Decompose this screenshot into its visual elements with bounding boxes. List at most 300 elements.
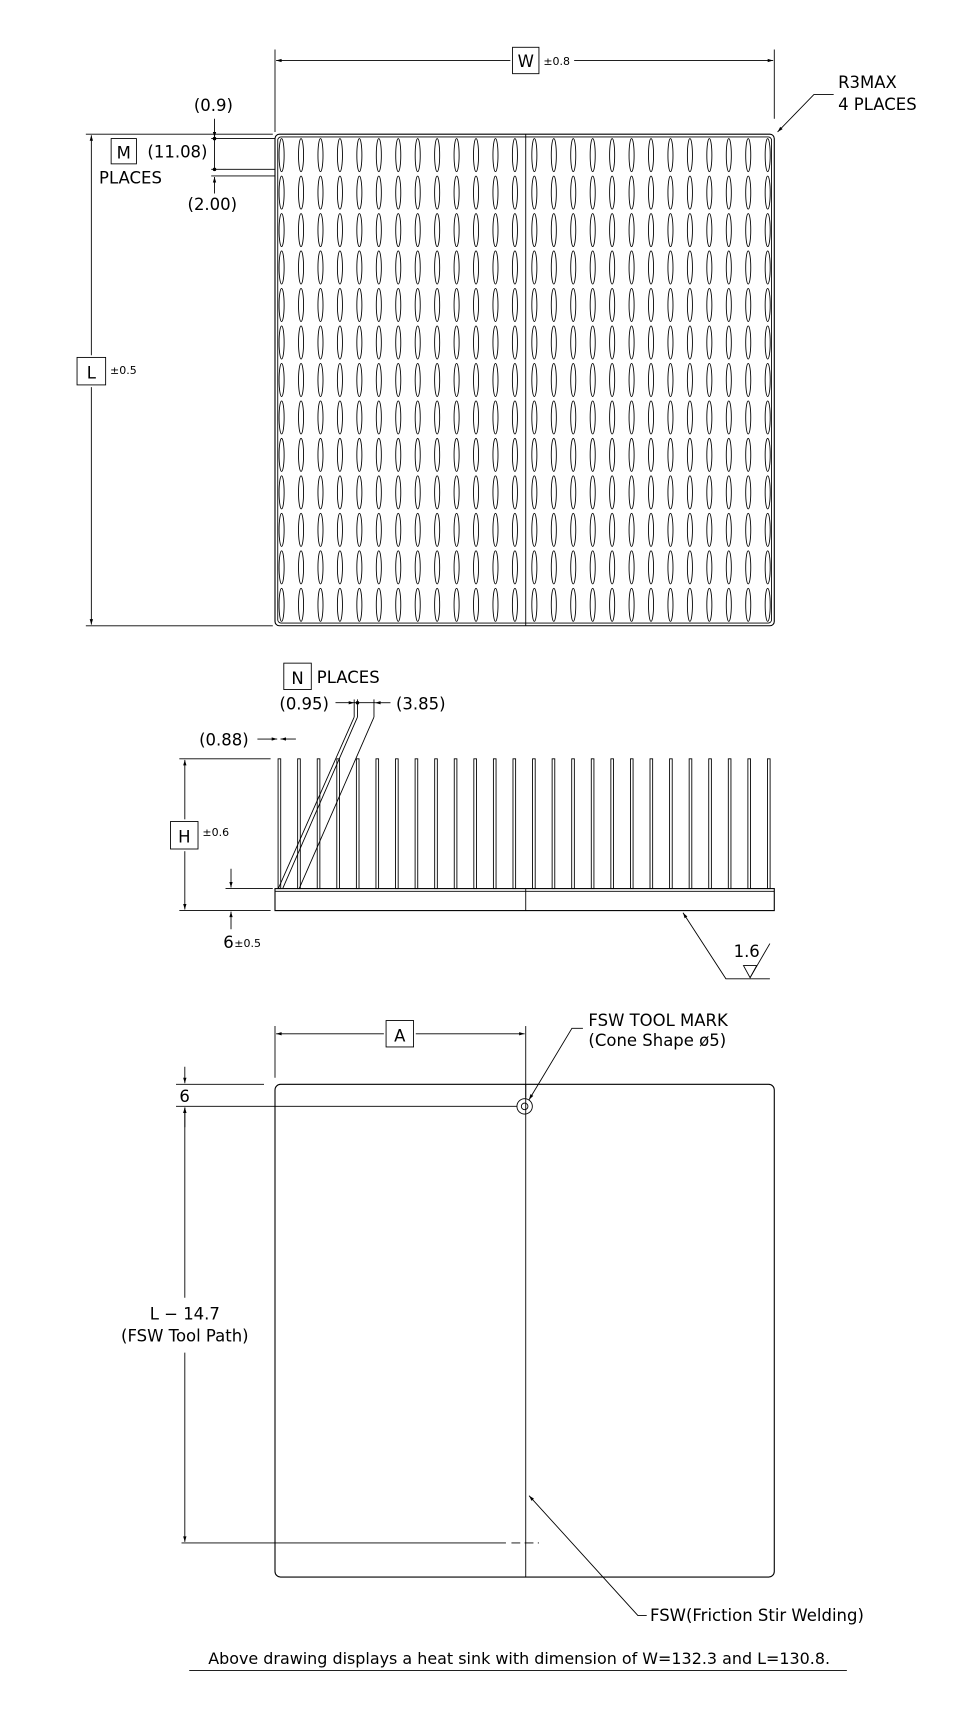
pin [512, 551, 517, 584]
pin [726, 401, 731, 434]
pin [765, 401, 770, 434]
pin [357, 551, 362, 584]
pin [629, 513, 634, 546]
pin [435, 363, 440, 396]
pin [590, 139, 595, 172]
pin [318, 326, 323, 359]
pin [610, 139, 615, 172]
path-label-1: L − 14.7 [149, 1304, 220, 1324]
pin [415, 476, 420, 509]
pin [318, 363, 323, 396]
tool-mark-leader [529, 1028, 583, 1099]
fin-thickness-value: (0.88) [199, 730, 249, 750]
pin [629, 438, 634, 471]
pin [318, 251, 323, 284]
fin [709, 759, 712, 889]
gap-top-value: (0.9) [193, 96, 233, 116]
top-view [77, 47, 917, 625]
pin [454, 251, 459, 284]
pin [687, 438, 692, 471]
pin [512, 588, 517, 621]
pin [493, 401, 498, 434]
pin [415, 438, 420, 471]
pin [454, 438, 459, 471]
pin [610, 476, 615, 509]
pin [318, 551, 323, 584]
pin [299, 251, 304, 284]
fin [591, 759, 594, 889]
pin [648, 251, 653, 284]
fsw-leader [529, 1496, 647, 1616]
pin [746, 363, 751, 396]
corner-note-line2: 4 PLACES [838, 94, 917, 114]
pin [590, 588, 595, 621]
pin [668, 551, 673, 584]
pin [299, 214, 304, 247]
pin [648, 363, 653, 396]
pin [629, 288, 634, 321]
pin [337, 513, 342, 546]
pin [396, 288, 401, 321]
pin [512, 401, 517, 434]
pin [279, 288, 284, 321]
pin [532, 551, 537, 584]
pin [571, 176, 576, 209]
pin [668, 288, 673, 321]
pin [493, 214, 498, 247]
pin [629, 363, 634, 396]
pin [454, 551, 459, 584]
pin [435, 288, 440, 321]
pin [590, 551, 595, 584]
pin [648, 176, 653, 209]
pin [765, 551, 770, 584]
pin [610, 326, 615, 359]
pin [668, 326, 673, 359]
pin [299, 513, 304, 546]
pin [726, 251, 731, 284]
pin [687, 513, 692, 546]
pin [765, 326, 770, 359]
pin [474, 251, 479, 284]
pin [687, 214, 692, 247]
pin [746, 401, 751, 434]
pin [648, 438, 653, 471]
l-tolerance: ±0.5 [110, 363, 137, 377]
pin-grid [279, 139, 770, 622]
pin [493, 139, 498, 172]
pin [318, 588, 323, 621]
pin [687, 326, 692, 359]
pin [765, 214, 770, 247]
pin [590, 438, 595, 471]
fin [278, 759, 281, 889]
pin [765, 251, 770, 284]
pin [299, 551, 304, 584]
pin [746, 251, 751, 284]
pin [318, 139, 323, 172]
fin [493, 759, 496, 889]
pin [337, 326, 342, 359]
pin [707, 476, 712, 509]
pin [318, 513, 323, 546]
pin [396, 363, 401, 396]
pin [493, 513, 498, 546]
pin [279, 139, 284, 172]
n-label: N [291, 669, 304, 689]
pin [707, 588, 712, 621]
pin [376, 588, 381, 621]
pin [474, 513, 479, 546]
pin [648, 551, 653, 584]
pin [668, 251, 673, 284]
pin [532, 139, 537, 172]
pin [474, 176, 479, 209]
pin [337, 476, 342, 509]
pin [726, 139, 731, 172]
tool-mark-inner [521, 1103, 528, 1110]
pin [532, 363, 537, 396]
pin [454, 363, 459, 396]
base-thickness: 6 [223, 932, 234, 952]
pin [746, 476, 751, 509]
path-label-2: (FSW Tool Path) [121, 1326, 249, 1346]
pin [551, 326, 556, 359]
pin [765, 363, 770, 396]
pin [474, 476, 479, 509]
pin [376, 438, 381, 471]
pin [474, 326, 479, 359]
fsw-note: FSW(Friction Stir Welding) [650, 1606, 864, 1626]
top-outline-inner [278, 137, 772, 623]
pin [590, 401, 595, 434]
fin [748, 759, 751, 889]
pin [357, 476, 362, 509]
caption: Above drawing displays a heat sink with dimension of W=132.3 and L=130.8. [208, 1648, 831, 1668]
pin [493, 551, 498, 584]
fin [513, 759, 516, 889]
pin [571, 139, 576, 172]
pin [746, 288, 751, 321]
pin [435, 139, 440, 172]
pin [551, 551, 556, 584]
pin [279, 551, 284, 584]
pin [415, 326, 420, 359]
pin [610, 513, 615, 546]
pin [415, 214, 420, 247]
pin [415, 288, 420, 321]
pin [376, 476, 381, 509]
pin [571, 588, 576, 621]
pin [337, 363, 342, 396]
pin [415, 551, 420, 584]
pin [493, 288, 498, 321]
corner-note-line1: R3MAX [838, 72, 897, 92]
pin [707, 326, 712, 359]
pin [571, 401, 576, 434]
pin [493, 363, 498, 396]
pin [532, 401, 537, 434]
pin [707, 513, 712, 546]
fin [572, 759, 575, 889]
pin [687, 363, 692, 396]
pin [707, 551, 712, 584]
pin [512, 176, 517, 209]
pin [707, 176, 712, 209]
fin-pitch-value: (3.85) [395, 694, 446, 714]
tool-mark-note-2: (Cone Shape ø5) [588, 1030, 727, 1050]
pin [551, 476, 556, 509]
pin [279, 438, 284, 471]
pin [532, 438, 537, 471]
pin [629, 551, 634, 584]
pin [687, 176, 692, 209]
pin [357, 363, 362, 396]
m-label: M [116, 143, 131, 163]
pin [629, 251, 634, 284]
pin [571, 363, 576, 396]
pin [493, 176, 498, 209]
l-label: L [86, 363, 96, 383]
tool-mark-outer [517, 1099, 532, 1114]
fin [298, 759, 301, 889]
h-tolerance: ±0.6 [202, 825, 230, 839]
pin [551, 176, 556, 209]
pin [610, 363, 615, 396]
tool-mark-note-1: FSW TOOL MARK [588, 1011, 728, 1031]
pin [726, 513, 731, 546]
pin [765, 176, 770, 209]
pin [318, 214, 323, 247]
pin [376, 363, 381, 396]
pin [299, 588, 304, 621]
pin [590, 176, 595, 209]
pin [668, 401, 673, 434]
pin [512, 513, 517, 546]
w-label: W [517, 52, 534, 72]
pin [376, 214, 381, 247]
pin [512, 476, 517, 509]
pin [571, 214, 576, 247]
pin [357, 214, 362, 247]
fin-leader-1 [278, 717, 354, 889]
pin [279, 214, 284, 247]
pin [551, 401, 556, 434]
pin [707, 139, 712, 172]
pin [474, 139, 479, 172]
pin [474, 551, 479, 584]
pin [299, 176, 304, 209]
fin [454, 759, 457, 889]
fin [337, 759, 340, 889]
n-places: PLACES [316, 667, 380, 687]
pin [279, 588, 284, 621]
surface-finish-value: 1.6 [733, 941, 760, 961]
pin [726, 288, 731, 321]
pin [707, 214, 712, 247]
pin [279, 326, 284, 359]
pin [279, 476, 284, 509]
pin [610, 176, 615, 209]
pin [668, 588, 673, 621]
fin [767, 759, 770, 889]
pin [435, 476, 440, 509]
pin [299, 476, 304, 509]
pin [396, 551, 401, 584]
fin [435, 759, 438, 889]
pin [357, 251, 362, 284]
pin [648, 288, 653, 321]
pin [337, 139, 342, 172]
pin [648, 401, 653, 434]
pin [629, 476, 634, 509]
pin [376, 176, 381, 209]
fin [533, 759, 536, 889]
pin [629, 214, 634, 247]
pin [396, 588, 401, 621]
pin [590, 326, 595, 359]
pin [590, 513, 595, 546]
pin [279, 513, 284, 546]
pin [512, 363, 517, 396]
pin [512, 438, 517, 471]
pin [629, 176, 634, 209]
pin [474, 363, 479, 396]
bottom-outline [275, 1084, 774, 1577]
pin [610, 214, 615, 247]
pin [435, 438, 440, 471]
pin [376, 401, 381, 434]
pin [726, 176, 731, 209]
pin [337, 551, 342, 584]
pin [415, 401, 420, 434]
pin [668, 214, 673, 247]
pin [279, 251, 284, 284]
pin [474, 401, 479, 434]
pin [376, 326, 381, 359]
pin [707, 438, 712, 471]
fin [689, 759, 692, 889]
pin [746, 588, 751, 621]
pin [454, 513, 459, 546]
pin [415, 588, 420, 621]
pin [746, 326, 751, 359]
pin [512, 139, 517, 172]
pin [299, 288, 304, 321]
pin [648, 513, 653, 546]
pin [474, 214, 479, 247]
pin [454, 214, 459, 247]
corner-leader [778, 95, 834, 132]
pin [279, 401, 284, 434]
pin [668, 513, 673, 546]
pin [532, 326, 537, 359]
pin [396, 401, 401, 434]
pin [337, 588, 342, 621]
pin [396, 513, 401, 546]
fin [728, 759, 731, 889]
pin [726, 588, 731, 621]
pin [396, 176, 401, 209]
pin [571, 438, 576, 471]
pin [571, 251, 576, 284]
pin [512, 288, 517, 321]
pin [726, 214, 731, 247]
side-view [171, 663, 775, 979]
pin [765, 513, 770, 546]
pin [610, 401, 615, 434]
pin [532, 513, 537, 546]
pin [532, 476, 537, 509]
fin-row [278, 759, 770, 889]
pin [668, 363, 673, 396]
pin [571, 476, 576, 509]
pin [590, 363, 595, 396]
pin [318, 476, 323, 509]
pin [279, 363, 284, 396]
pin [629, 139, 634, 172]
a-label: A [394, 1026, 406, 1046]
pin [396, 476, 401, 509]
pin [512, 326, 517, 359]
pin [610, 251, 615, 284]
pin [357, 588, 362, 621]
pin [337, 401, 342, 434]
fin [317, 759, 320, 889]
pin [454, 401, 459, 434]
fin [552, 759, 555, 889]
pin [590, 251, 595, 284]
pin [687, 588, 692, 621]
pin [668, 476, 673, 509]
top-outline [275, 134, 774, 626]
pin [726, 326, 731, 359]
pin [337, 438, 342, 471]
pin [415, 513, 420, 546]
pin [551, 288, 556, 321]
pin [648, 214, 653, 247]
pin [493, 251, 498, 284]
pin [435, 326, 440, 359]
pin [357, 438, 362, 471]
pin [493, 476, 498, 509]
pin [454, 476, 459, 509]
pin [357, 326, 362, 359]
pin [415, 176, 420, 209]
pin [435, 214, 440, 247]
gap-bottom-value: (2.00) [187, 195, 238, 215]
fin [670, 759, 673, 889]
pin [551, 438, 556, 471]
pin [337, 288, 342, 321]
pin [376, 139, 381, 172]
pin [707, 288, 712, 321]
fin [474, 759, 477, 889]
pin [629, 588, 634, 621]
bottom-view [121, 1011, 864, 1625]
pin [435, 176, 440, 209]
fin [650, 759, 653, 889]
pin [337, 251, 342, 284]
pin [318, 176, 323, 209]
pin [746, 513, 751, 546]
pin [435, 588, 440, 621]
h-label: H [178, 827, 191, 847]
pin [707, 401, 712, 434]
pin [571, 551, 576, 584]
base-plate [275, 889, 774, 911]
pin [551, 139, 556, 172]
